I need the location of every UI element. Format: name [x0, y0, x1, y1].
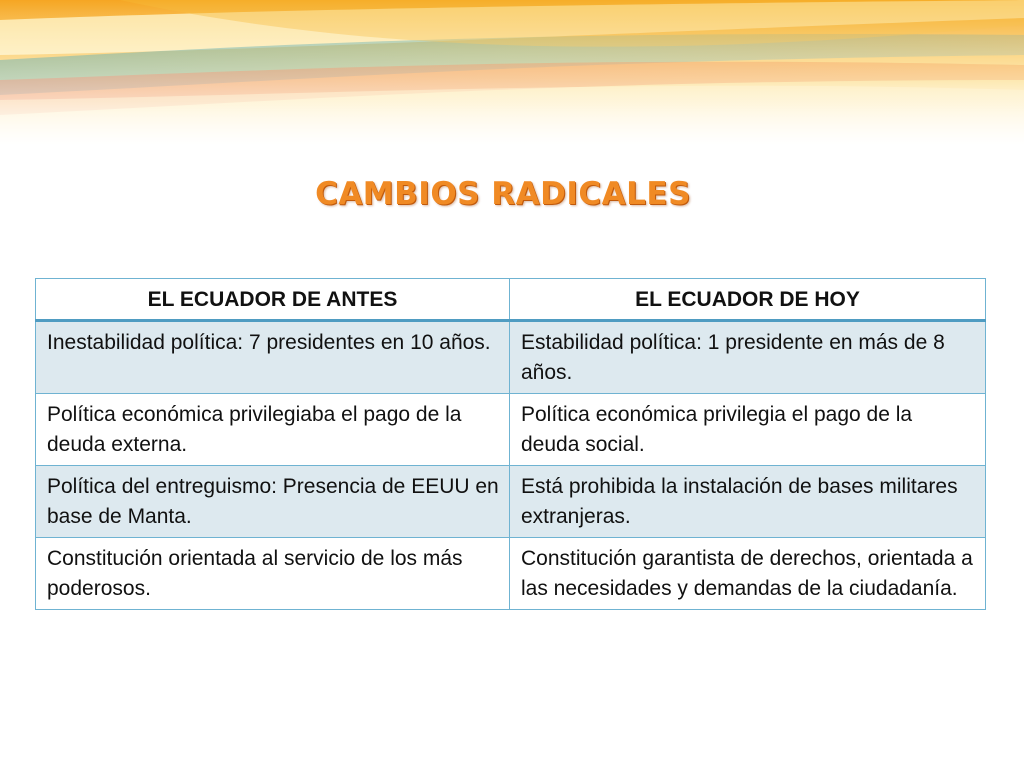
table-row: [36, 321, 986, 394]
column-header-hoy: EL ECUADOR DE HOY: [510, 279, 986, 321]
table-header-row: [36, 279, 986, 321]
table-row: [36, 394, 986, 466]
table-cell-antes: Inestabilidad política: 7 presidentes en 10 años.: [36, 321, 510, 394]
table-cell-hoy: Está prohibida la instalación de bases militares extranjeras.: [510, 466, 986, 538]
decorative-header-banner: [0, 0, 1024, 145]
table-cell-hoy: Política económica privilegia el pago de la deuda social.: [510, 394, 986, 466]
column-header-antes: EL ECUADOR DE ANTES: [36, 279, 510, 321]
table-cell-hoy: Estabilidad política: 1 presidente en más de 8 años.: [510, 321, 986, 394]
table-cell-antes: Política del entreguismo: Presencia de EEUU en base de Manta.: [36, 466, 510, 538]
table-row: [36, 538, 986, 610]
table-cell-antes: Política económica privilegiaba el pago de la deuda externa.: [36, 394, 510, 466]
slide-title: CAMBIOS RADICALES: [315, 176, 691, 212]
table-cell-antes: Constitución orientada al servicio de los más poderosos.: [36, 538, 510, 610]
table-cell-hoy: Constitución garantista de derechos, orientada a las necesidades y demandas de la ciudadanía.: [510, 538, 986, 610]
comparison-table: [35, 278, 986, 610]
table-row: [36, 466, 986, 538]
